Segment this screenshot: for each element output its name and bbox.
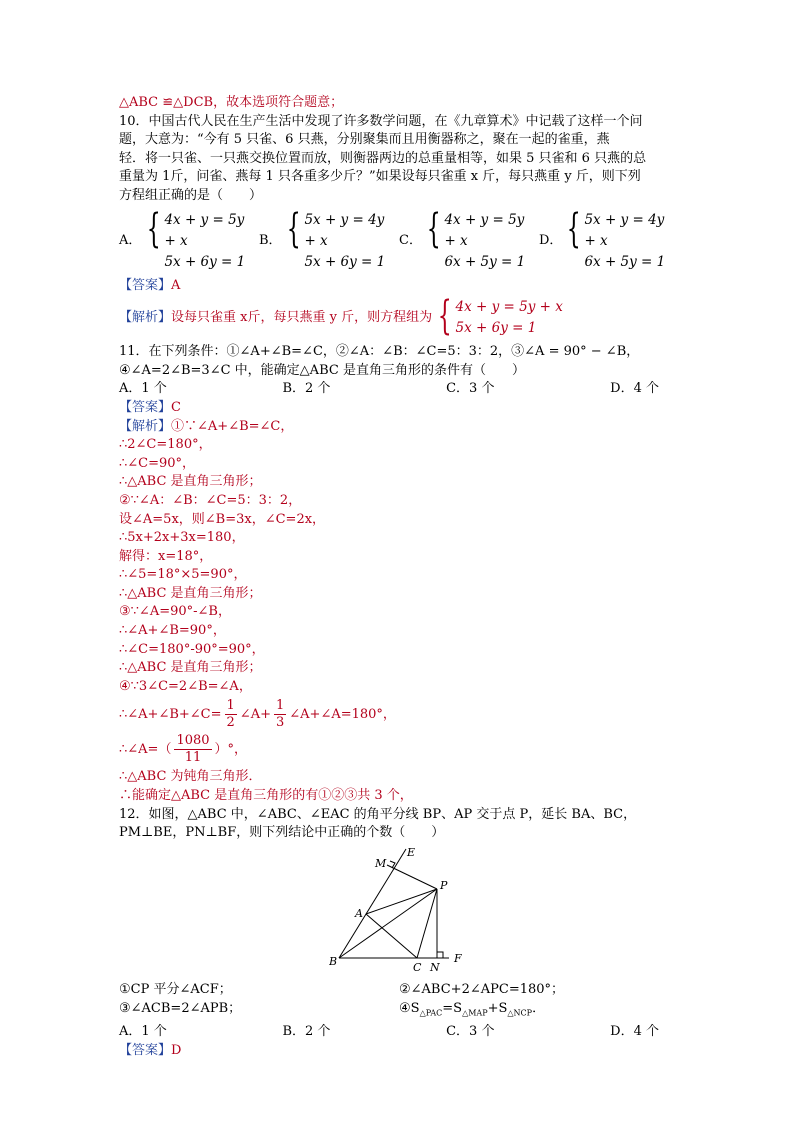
eq: 4x + y = 5y + x: [164, 211, 245, 249]
q12-option-d: D．4 个: [610, 1024, 659, 1040]
q11-option-b: B．2 个: [282, 381, 331, 397]
denominator: 3: [275, 715, 285, 731]
label-e: E: [407, 846, 416, 859]
eq: 5x + 6y = 1: [164, 253, 246, 270]
q12-option-a: A．1 个: [119, 1024, 167, 1040]
q10-choice-d: [539, 205, 679, 273]
answer-value: C: [171, 399, 181, 415]
analysis-text: 设每只雀重 x斤，每只燕重 y 斤，则方程组为: [171, 309, 433, 325]
step: ①∵∠A+∠B=∠C，: [171, 418, 294, 434]
analysis-tag: 【解析】: [119, 418, 172, 434]
prev-conclusion: △ABC ≌△DCB，故本选项符合题意；: [119, 95, 344, 110]
q10-choices: [119, 205, 681, 273]
eq: 6x + 5y = 1: [444, 253, 526, 270]
q10-choice-b: [259, 205, 399, 273]
choice-letter: C．: [399, 232, 422, 248]
q10-line5: 方程组正确的是（ ）: [119, 187, 263, 203]
label-f: F: [454, 951, 462, 965]
q10-choice-c: [399, 205, 539, 273]
step-fraction-sum: [119, 698, 681, 731]
label-m: M: [375, 856, 387, 870]
text: ∴∠A+∠B+∠C=: [119, 707, 222, 723]
line-pm: [387, 865, 437, 889]
q10-line4: 重量为 1斤，问雀、燕每 1 只各重多少斤？”如果设每只雀重 x 斤，每只燕重 y 斤，则下列: [119, 169, 641, 185]
q12-option-b: B．2 个: [282, 1024, 331, 1040]
step: ∴∠C=90°，: [119, 455, 196, 471]
equation-system: [421, 205, 539, 273]
text: ∠A+: [239, 707, 271, 723]
equation-system: [561, 205, 679, 273]
answer-tag: 【答案】: [119, 399, 172, 415]
line-cp: [417, 889, 437, 958]
brace: {: [426, 205, 441, 252]
denominator: 11: [184, 750, 202, 766]
q12-conclusion-4: $④S_{\triangle PAC}=S_{\triangle MAP}+S_{\triangle NCP}$．: [399, 1001, 546, 1018]
step: ∴2∠C=180°，: [119, 437, 212, 453]
choice-letter: A．: [119, 232, 142, 248]
document-page: [119, 94, 681, 1060]
text: ∴∠A=（: [119, 742, 172, 758]
label-a: A: [355, 906, 363, 920]
step-fraction-angle: [119, 733, 681, 766]
line-bp: [339, 889, 437, 958]
q11-line1: 11．在下列条件：①∠A+∠B=∠C，②∠A：∠B：∠C=5：3：2，③∠A = 90° − ∠B，: [119, 344, 640, 360]
q10-line2: 题，大意为：“今有 5 只雀、6 只燕，分别聚集而且用衡器称之，聚在一起的雀重，燕: [119, 132, 610, 148]
eq: 6x + 5y = 1: [584, 253, 666, 270]
answer-tag: 【答案】: [119, 1042, 172, 1058]
q11-option-c: C．3 个: [446, 381, 495, 397]
choice-letter: D．: [539, 232, 563, 248]
answer-value: A: [171, 277, 181, 293]
step: ②∵∠A：∠B：∠C=5：3：2，: [119, 492, 302, 508]
right-angle-n: [437, 952, 443, 958]
q12-conclusion-1: ①CP 平分∠ACF；: [119, 982, 232, 998]
equation-system: [281, 205, 399, 273]
q12-conclusion-3: ③∠ACB=2∠APB；: [119, 1001, 242, 1016]
step: ③∵∠A=90°-∠B，: [119, 604, 231, 620]
step: ∴△ABC 是直角三角形；: [119, 660, 262, 676]
numerator: 1: [226, 698, 235, 714]
answer-tag: 【答案】: [119, 277, 172, 293]
q10-line1: 10．中国古代人民在生产生活中发现了许多数学问题，在《九章算术》中记载了这样一个问: [119, 113, 643, 129]
step: ∴△ABC 为钝角三角形．: [119, 769, 262, 785]
text: ∠A+∠A=180°，: [289, 707, 396, 723]
brace: {: [146, 205, 161, 252]
step: ∴∠A+∠B=90°，: [119, 623, 226, 639]
fraction: [274, 698, 286, 731]
label-b: B: [329, 954, 338, 968]
q10-line3: 轻．将一只雀、一只燕交换位置而放，则衡器两边的总重量相等，如果 5 只雀和 6 只燕的总: [119, 150, 647, 166]
q12-answer: [119, 1042, 681, 1061]
q12-line2: PM⊥BE，PN⊥BF，则下列结论中正确的个数（ ）: [119, 825, 445, 841]
numerator: 1: [275, 698, 285, 714]
q11-answer: [119, 399, 681, 418]
numerator: 1080: [176, 733, 210, 749]
q12-options: [119, 1023, 659, 1042]
eq: 4x + y = 5y + x: [455, 299, 563, 316]
step: ∴能确定△ABC 是直角三角形的有①②③共 3 个，: [119, 788, 413, 804]
text: ）°，: [214, 742, 248, 758]
step: 解得：x=18°，: [119, 548, 213, 564]
q12-figure: [329, 847, 681, 982]
q12-conclusions-row2: [119, 1000, 681, 1023]
q12-line1: 12．如图，△ABC 中，∠ABC、∠EAC 的角平分线 BP、AP 交于点 P，延长 BA、BC，: [119, 806, 637, 822]
fraction: [225, 698, 237, 731]
triangle-diagram: [329, 847, 479, 975]
q11-line2: ④∠A=2∠B=3∠C 中，能确定△ABC 是直角三角形的条件有（ ）: [119, 362, 525, 378]
label-n: N: [430, 960, 440, 974]
equation-system: [141, 205, 259, 273]
denominator: 2: [226, 715, 235, 731]
fraction: [174, 733, 211, 766]
q12-conclusions-row1: [119, 981, 681, 1000]
q11-options: [119, 380, 659, 399]
eq: 5x + 6y = 1: [304, 253, 386, 270]
q11-analysis: [119, 418, 681, 806]
step: ∴5x+2x+3x=180，: [119, 530, 245, 546]
eq: 5x + y = 4y + x: [304, 211, 385, 249]
step: ④∵3∠C=2∠B=∠A，: [119, 678, 252, 694]
q12-conclusion-2: ②∠ABC+2∠APC=180°；: [399, 982, 565, 998]
step: ∴∠5=18°×5=90°，: [119, 567, 247, 583]
q10-choice-a: [119, 205, 259, 273]
step: ∴△ABC 是直角三角形；: [119, 474, 262, 490]
q10-analysis: [119, 293, 681, 340]
label-p: P: [440, 878, 448, 892]
step: 设∠A=5x，则∠B=3x，∠C=2x，: [119, 511, 326, 527]
brace: {: [437, 293, 452, 340]
q10-answer: [119, 277, 681, 296]
q12-option-c: C．3 个: [446, 1024, 495, 1040]
answer-value: D: [171, 1042, 182, 1058]
eq: 5x + y = 4y + x: [584, 211, 665, 249]
step: ∴∠C=180°-90°=90°，: [119, 641, 265, 657]
choice-letter: B．: [259, 232, 282, 248]
analysis-tag: 【解析】: [119, 309, 172, 325]
label-c: C: [413, 960, 422, 974]
eq: 4x + y = 5y + x: [444, 211, 525, 249]
brace: {: [286, 205, 301, 252]
line-ap: [366, 889, 437, 914]
brace: {: [566, 205, 581, 252]
eq: 5x + 6y = 1: [455, 320, 537, 337]
q11-option-d: D．4 个: [610, 381, 659, 397]
analysis-system: [432, 293, 563, 340]
step: ∴△ABC 是直角三角形；: [119, 585, 262, 601]
q11-option-a: A．1 个: [119, 381, 167, 397]
